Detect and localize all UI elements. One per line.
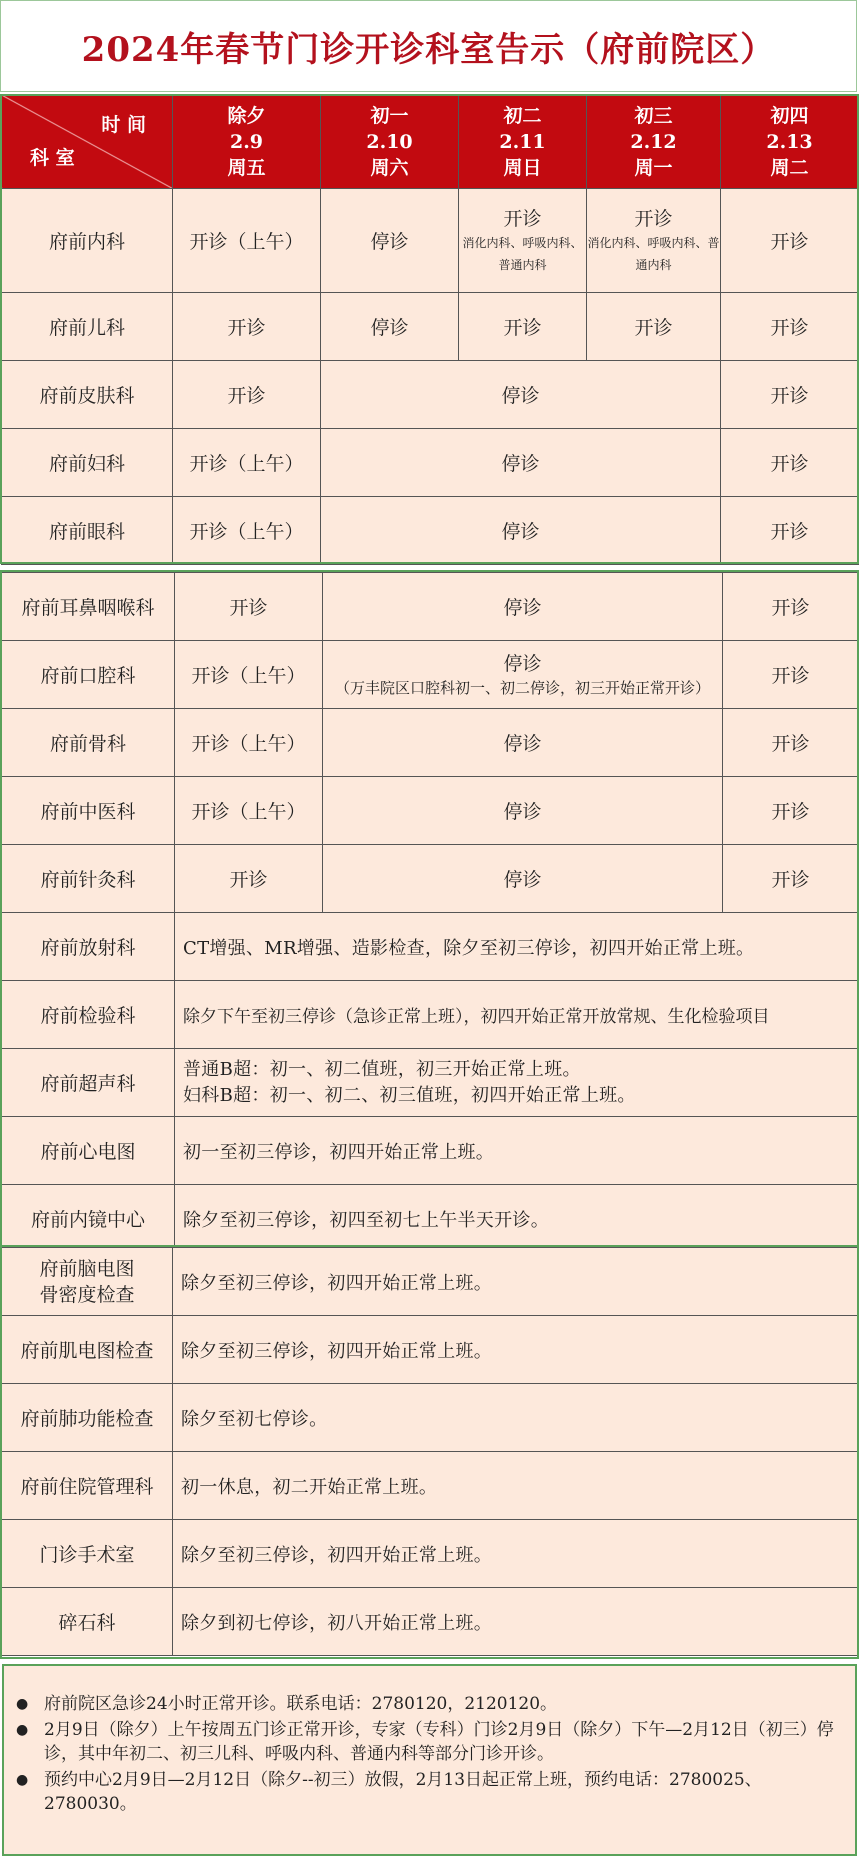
dept-name: 府前检验科 (2, 981, 175, 1049)
status-cell: 开诊 (721, 293, 859, 361)
status-cell: 停诊 (321, 189, 459, 293)
note-cell: 除夕至初三停诊，初四至初七上午半天开诊。 (175, 1185, 859, 1253)
header-row (2, 95, 859, 189)
dept-name: 府前住院管理科 (2, 1452, 173, 1520)
status-cell: 开诊 (723, 777, 859, 845)
table-row (2, 913, 859, 981)
status-cell: 开诊 (721, 429, 859, 497)
bullet-icon: ● (16, 1696, 29, 1712)
table-row (2, 361, 859, 429)
dept-name: 府前中医科 (2, 777, 175, 845)
status-cell-detail: 开诊 消化内科、呼吸内科、普通内科 (459, 189, 587, 293)
table-row (2, 845, 859, 913)
dept-name: 府前超声科 (2, 1049, 175, 1117)
status-cell: 开诊 (723, 845, 859, 913)
dept-name: 府前心电图 (2, 1117, 175, 1185)
dept-name: 府前耳鼻咽喉科 (2, 573, 175, 641)
table-row (2, 709, 859, 777)
list-item: ● 2月9日（除夕）上午按周五门诊正常开诊，专家（专科）门诊2月9日（除夕）下午—2月12日（初三）停诊，其中年初二、初三儿科、呼吸内科、普通内科等部分门诊开诊。 (16, 1720, 834, 1764)
status-cell: 开诊 (721, 361, 859, 429)
table-row (2, 573, 859, 641)
note-cell: 除夕至初三停诊，初四开始正常上班。 (173, 1520, 859, 1588)
table-row (2, 1185, 859, 1253)
status-cell: 开诊（上午） (173, 497, 321, 565)
table-row (2, 293, 859, 361)
kouqiang-note: （万丰院区口腔科初一、初二停诊，初三开始正常开诊） (334, 678, 710, 697)
note-cell: CT增强、MR增强、造影检查，除夕至初三停诊，初四开始正常上班。 (175, 913, 859, 981)
status-cell: 开诊（上午） (175, 777, 323, 845)
dept-name: 府前妇科 (2, 429, 173, 497)
status-cell-merged: 停诊 (323, 777, 723, 845)
status-cell: 停诊 (321, 293, 459, 361)
page-title: 2024年春节门诊开诊科室告示（府前院区） (81, 29, 776, 70)
time-label: 时 间 (101, 114, 146, 136)
table-row (2, 777, 859, 845)
footer-notes (2, 1664, 857, 1856)
status-cell: 开诊（上午） (175, 709, 323, 777)
status-cell-merged: 停诊 (323, 845, 723, 913)
status-cell: 开诊 (721, 497, 859, 565)
status-cell-merged: 停诊 (323, 709, 723, 777)
dept-name: 府前口腔科 (2, 641, 175, 709)
status-cell: 开诊 (723, 709, 859, 777)
status-cell: 开诊（上午） (175, 641, 323, 709)
dept-name: 府前内科 (2, 189, 173, 293)
dept-name: 府前骨科 (2, 709, 175, 777)
table-row (2, 189, 859, 293)
header-day-2: 初二 2.11 周日 (459, 95, 587, 189)
table-row (2, 1452, 859, 1520)
table-row (2, 1520, 859, 1588)
schedule-table-3 (1, 1247, 859, 1656)
status-cell: 开诊（上午） (173, 189, 321, 293)
dept-name: 府前皮肤科 (2, 361, 173, 429)
list-item: ● 府前院区急诊24小时正常开诊。联系电话：2780120，2120120。 (16, 1694, 558, 1714)
dept-name: 府前儿科 (2, 293, 173, 361)
header-day-4: 初四 2.13 周二 (721, 95, 859, 189)
table-row (2, 641, 859, 709)
table-row (2, 981, 859, 1049)
status-cell: 开诊（上午） (173, 429, 321, 497)
status-cell-merged: 停诊 （万丰院区口腔科初一、初二停诊，初三开始正常开诊） (323, 641, 723, 709)
dept-name: 府前眼科 (2, 497, 173, 565)
status-cell: 开诊 (173, 293, 321, 361)
dept-name: 府前肌电图检查 (2, 1316, 173, 1384)
table-row (2, 1049, 859, 1117)
dept-name: 门诊手术室 (2, 1520, 173, 1588)
table-row (2, 1117, 859, 1185)
note-cell: 除夕至初三停诊，初四开始正常上班。 (173, 1316, 859, 1384)
table-row (2, 1384, 859, 1452)
status-cell: 开诊 (175, 845, 323, 913)
dept-name: 府前针灸科 (2, 845, 175, 913)
note-cell: 除夕至初七停诊。 (173, 1384, 859, 1452)
status-cell: 开诊 (587, 293, 721, 361)
header-day-3: 初三 2.12 周一 (587, 95, 721, 189)
status-cell: 开诊 (721, 189, 859, 293)
note-cell: 除夕至初三停诊，初四开始正常上班。 (173, 1248, 859, 1316)
schedule-table-1 (1, 94, 859, 565)
status-cell: 开诊 (723, 641, 859, 709)
dept-name: 府前脑电图 骨密度检查 (2, 1248, 173, 1316)
note-cell: 除夕到初七停诊，初八开始正常上班。 (173, 1588, 859, 1656)
bullet-icon: ● (16, 1772, 29, 1788)
note-cell: 初一至初三停诊，初四开始正常上班。 (175, 1117, 859, 1185)
note-cell: 除夕下午至初三停诊（急诊正常上班），初四开始正常开放常规、生化检验项目 (175, 981, 859, 1049)
status-cell-merged: 停诊 (321, 497, 721, 565)
status-cell: 开诊 (175, 573, 323, 641)
table-row (2, 1588, 859, 1656)
table-row (2, 1248, 859, 1316)
list-item: ● 预约中心2月9日—2月12日（除夕--初三）放假，2月13日起正常上班，预约电话：2780025、2780030。 (16, 1770, 762, 1814)
dept-name: 府前肺功能检查 (2, 1384, 173, 1452)
table-row (2, 429, 859, 497)
header-day-1: 初一 2.10 周六 (321, 95, 459, 189)
title-box (0, 0, 857, 92)
dept-name: 府前放射科 (2, 913, 175, 981)
bullet-icon: ● (16, 1722, 29, 1738)
header-corner (2, 95, 173, 189)
status-cell-merged: 停诊 (321, 361, 721, 429)
dept-label: 科 室 (30, 147, 75, 169)
status-cell: 开诊 (173, 361, 321, 429)
status-cell-detail: 开诊 消化内科、呼吸内科、普通内科 (587, 189, 721, 293)
dept-name: 府前内镜中心 (2, 1185, 175, 1253)
note-cell: 初一休息，初二开始正常上班。 (173, 1452, 859, 1520)
status-cell: 开诊 (723, 573, 859, 641)
status-cell: 开诊 (459, 293, 587, 361)
header-day-0: 除夕 2.9 周五 (173, 95, 321, 189)
note-cell: 普通B超：初一、初二值班，初三开始正常上班。 妇科B超：初一、初二、初三值班，初四开始正常上班。 (175, 1049, 859, 1117)
schedule-table-2 (1, 572, 859, 1253)
status-cell-merged: 停诊 (321, 429, 721, 497)
dept-name: 碎石科 (2, 1588, 173, 1656)
status-cell-merged: 停诊 (323, 573, 723, 641)
table-row (2, 1316, 859, 1384)
table-row (2, 497, 859, 565)
